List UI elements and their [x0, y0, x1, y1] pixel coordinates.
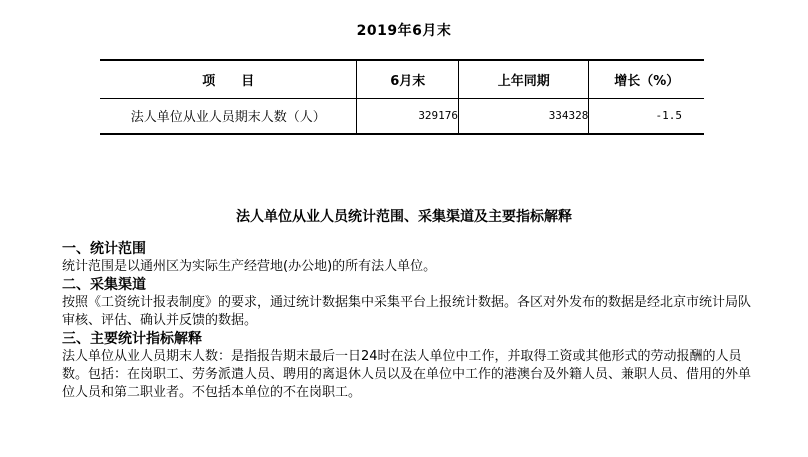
statistics-table: [100, 59, 704, 135]
header-growth: 增长（%）: [589, 60, 704, 98]
heading-indicators: 三、主要统计指标解释: [62, 331, 202, 347]
header-item: 项 目: [100, 60, 357, 98]
header-june: 6月末: [357, 60, 459, 98]
header-prev-year: 上年同期: [459, 60, 589, 98]
table-row: [100, 98, 704, 134]
cell-june: 329176: [357, 98, 459, 134]
paragraph-scope: 统计范围是以通州区为实际生产经营地(办公地)的所有法人单位。: [62, 259, 437, 274]
cell-item: 法人单位从业人员期末人数（人）: [100, 98, 357, 134]
paragraph-channel: 按照《工资统计报表制度》的要求，通过统计数据集中采集平台上报统计数据。各区对外发布的数据是经北京市统计局队审核、评估、确认并反馈的数据。: [62, 295, 752, 328]
paragraph-indicators: 法人单位从业人员期末人数：是指报告期末最后一日24时在法人单位中工作，并取得工资或其他形式的劳动报酬的人员数。包括：在岗职工、劳务派遣人员、聘用的离退休人员以及在单位中工作的港澳台及外籍人员、兼职人员、借用的外单位人员和第二职业者。不包括本单位的不在岗职工。: [62, 349, 752, 400]
table-header-row: [100, 60, 704, 98]
cell-prev-year: 334328: [459, 98, 589, 134]
heading-channel: 二、采集渠道: [62, 277, 146, 293]
heading-scope: 一、统计范围: [62, 241, 146, 257]
section-title: 法人单位从业人员统计范围、采集渠道及主要指标解释: [236, 209, 572, 225]
report-date-title: 2019年6月末: [356, 23, 452, 39]
cell-growth: -1.5: [589, 98, 704, 134]
explanation-body: [62, 240, 752, 402]
